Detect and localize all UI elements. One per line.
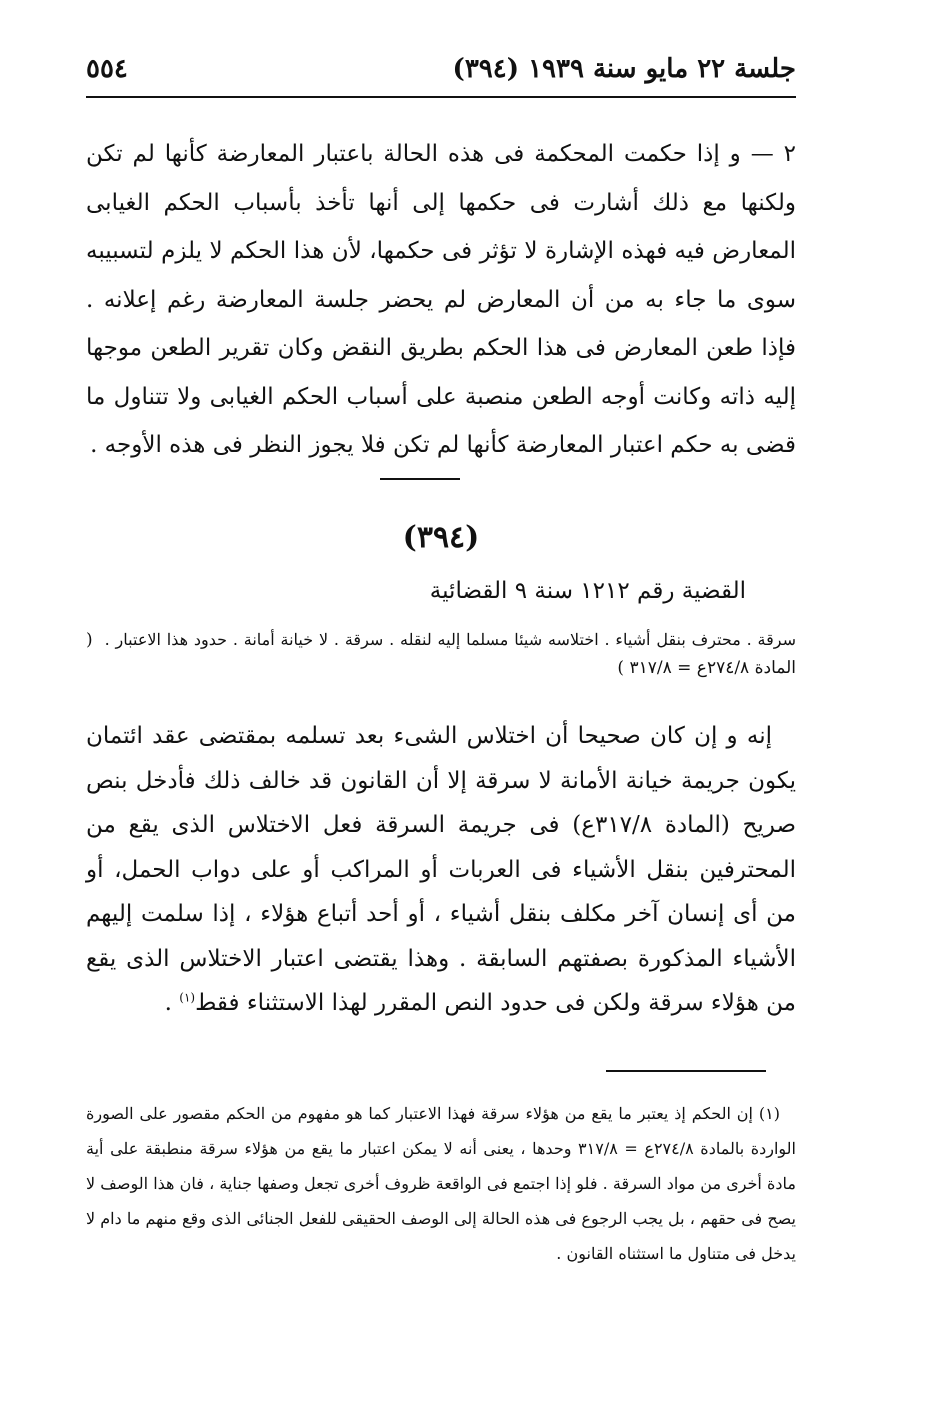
header-rule <box>86 96 796 98</box>
case-keywords <box>86 626 796 682</box>
article-reference: ( المادة ٢٧٤/٨ع = ٣١٧/٨ ) <box>86 630 796 678</box>
footnote-text: (١) إن الحكم إذ يعتبر ما يقع من هؤلاء سرقة فهذا الاعتبار كما هو مفهوم من الحكم مقصور على الصورة الواردة بالمادة ٢٧٤/٨ع = ٣١٧/٨ وحدها ، يعنى أنه لا يمكن اعتبار ما يقع من هؤلاء سرقة منطبقة على أية مادة أخرى من مواد السرقة . فلو إذا اجتمع فى الواقعة ظروف أخرى تجعل وصفها جناية ، فان هذا الوصف لا يصح فى حقهم ، بل يجب الرجوع فى هذه الحالة إلى الوصف الحقيقى للفعل الجنائى الذى وقع منهم ما دام لا يدخل فى متناول ما استثناه القانون . <box>86 1104 797 1263</box>
keywords-text: سرقة . محترف بنقل أشياء . اختلاسه شيئا مسلما إليه لنقله . سرقة . لا خيانة أمانة . حدود هذا الاعتبار . <box>104 630 796 649</box>
case-body <box>86 714 796 1026</box>
page-number: ٥٥٤ <box>86 54 128 84</box>
page-header <box>86 44 796 94</box>
continuation-paragraph <box>86 130 796 470</box>
running-title: جلسة ٢٢ مايو سنة ١٩٣٩ (٣٩٤) <box>452 54 796 84</box>
case-reference: القضية رقم ١٢١٢ سنة ٩ القضائية <box>429 578 746 604</box>
footnote <box>86 1096 796 1271</box>
continuation-text: ٢ — و إذا حكمت المحكمة فى هذه الحالة باعتبار المعارضة كأنها لم تكن ولكنها مع ذلك أشارت فى حكمها إلى أنها تأخذ بأسباب الحكم الغيابى المعارض فيه فهذه الإشارة لا تؤثر فى حكمها، لأن هذا الحكم لا يلزم لتسبيبه سوى ما جاء به من أن المعارض لم يحضر جلسة المعارضة رغم إعلانه . فإذا طعن المعارض فى هذا الحكم بطريق النقض وكان تقرير الطعن موجها إليه ذاته وكانت أوجه الطعن منصبة على أسباب الحكم الغيابى ولا تتناول ما قضى به حكم اعتبار المعارضة كأنها لم تكن فلا يجوز النظر فى هذه الأوجه . <box>86 141 796 458</box>
case-body-paragraph <box>86 714 796 1026</box>
case-number: (٣٩٤) <box>402 520 480 555</box>
case-body-text: إنه و إن كان صحيحا أن اختلاس الشىء بعد تسلمه بمقتضى عقد ائتمان يكون جريمة خيانة الأمانة لا سرقة إلا أن القانون قد خالف ذلك فأدخل بنص صريح (المادة ٣١٧/٨ع) فى جريمة السرقة فعل الاختلاس الذى يقع من المحترفين بنقل الأشياء فى العربات أو المراكب أو على دواب الحمل، أو من أى إنسان آخر مكلف بنقل أشياء ، أو أحد أتباع هؤلاء ، إذا سلمت إليهم الأشياء المذكورة بصفتهم السابقة . وهذا يقتضى اعتبار الاختلاس الذى يقع من هؤلاء سرقة ولكن فى حدود النص المقرر لهذا الاستثناء فقط <box>86 723 797 1016</box>
footnote-rule <box>606 1070 766 1072</box>
section-separator <box>380 478 460 480</box>
case-body-end: . <box>164 990 180 1016</box>
footnote-marker: (١) <box>179 990 196 1005</box>
